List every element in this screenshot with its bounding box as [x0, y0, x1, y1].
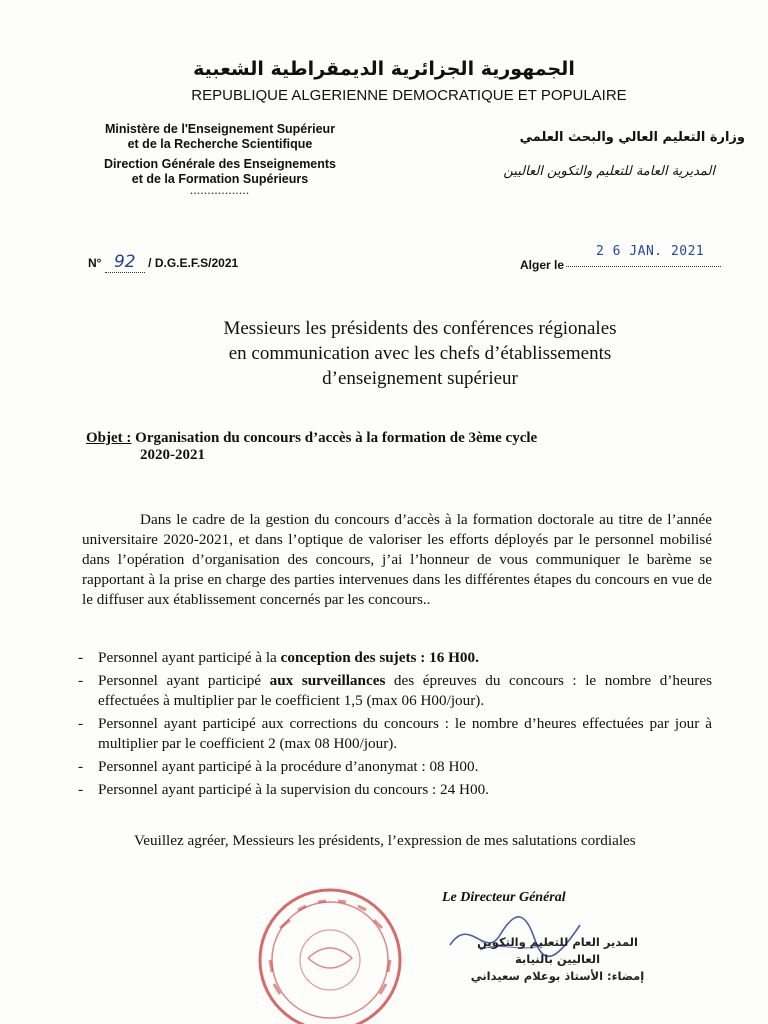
recipient-line-2: en communication avec les chefs d’établissements — [228, 343, 612, 364]
ministry-header-ar — [440, 130, 745, 180]
reference-number — [88, 252, 238, 273]
recipients-block — [170, 316, 670, 391]
list-item — [78, 648, 712, 668]
subject-year: 2020-2021 — [140, 447, 205, 463]
place-label: Alger le — [520, 258, 565, 272]
ministry-line-1: Ministère de l'Enseignement Supérieur — [104, 122, 336, 136]
recipient-line-1: Messieurs les présidents des conférences régionales — [223, 318, 617, 339]
list-dash: - — [78, 649, 84, 666]
dotted-separator: ................. — [190, 186, 250, 196]
reference-prefix: N° — [88, 256, 102, 270]
item-text: Personnel ayant participé à la procédure d’anonymat : 08 H00. — [98, 758, 479, 775]
place-date-line — [520, 258, 721, 272]
list-dash: - — [78, 715, 84, 732]
signatory-line-ar-1: المدير العام للتعليم والتكوين العاليين بالنيابة — [477, 935, 638, 966]
signatory-title: Le Directeur Général — [442, 890, 566, 905]
list-dash: - — [78, 672, 84, 689]
reference-suffix: / D.G.E.F.S/2021 — [148, 256, 239, 270]
subject-text: Organisation du concours d’accès à la formation de 3ème cycle — [135, 430, 538, 446]
date-dotted-line — [566, 266, 721, 267]
item-text: Personnel ayant participé à la supervision du concours : 24 H00. — [98, 781, 489, 798]
direction-line-2: et de la Formation Supérieurs — [131, 172, 309, 186]
list-item — [78, 780, 712, 800]
closing-formula: Veuillez agréer, Messieurs les présidents, l’expression de mes salutations cordiales — [134, 832, 636, 849]
official-seal-stamp — [250, 880, 410, 1024]
direction-line-1: Direction Générale des Enseignements — [103, 157, 337, 171]
item-bold: aux surveillances — [269, 672, 386, 689]
recipient-line-3: d’enseignement supérieur — [322, 368, 518, 389]
list-item — [78, 757, 712, 777]
item-text: Personnel ayant participé à la — [98, 649, 281, 666]
list-item — [78, 671, 712, 711]
direction-line-ar: المديرية العامة للتعليم والتكوين العاليين — [503, 164, 715, 179]
ministry-line-2: et de la Recherche Scientifique — [127, 137, 313, 151]
body-paragraph: Dans le cadre de la gestion du concours d’accès à la formation doctorale au titre de l’année universitaire 2020-2021, et dans l’optique de valoriser les efforts déployés par le personnel mobilisé dans l’opération d’organisation des concours, j’ai l’honneur de vous communiquer le barème se rapportant à la prise en charge des parties intervenues dans les différentes étapes du concours en vue de le diffuser aux établissement concernés par les concours.. — [82, 511, 712, 608]
subject-label: Objet : — [86, 430, 132, 446]
reference-handwritten-number: 92 — [105, 252, 145, 273]
list-dash: - — [78, 758, 84, 775]
signatory-line-ar-2: إمضاء: الأستاذ بوعلام سعيداني — [470, 969, 645, 983]
list-dash: - — [78, 781, 84, 798]
item-text-after: des épreuves du concours : le nombre d’heures effectuées à multiplier par le coefficient 1,5 (max 06 H00/jour). — [98, 672, 712, 709]
allowance-list — [78, 648, 712, 803]
date-stamp: 2 6 JAN. 2021 — [596, 244, 705, 259]
list-item — [78, 714, 712, 754]
item-bold: conception des sujets : 16 H00. — [280, 649, 479, 666]
subject-block — [86, 430, 706, 464]
ministry-line-ar: وزارة التعليم العالي والبحث العلمي — [519, 130, 745, 145]
signatory-stamp-ar — [470, 934, 645, 985]
item-text: Personnel ayant participé aux corrections du concours : le nombre d’heures effectuées par jour à multiplier par le coefficient 2 (max 08 H00/jour). — [98, 715, 712, 752]
arabic-republic-title: الجمهورية الجزائرية الديمقراطية الشعبية — [193, 58, 575, 80]
ministry-header-fr — [60, 122, 380, 195]
item-text: Personnel ayant participé — [98, 672, 270, 689]
french-republic-title: REPUBLIQUE ALGERIENNE DEMOCRATIQUE ET POPULAIRE — [191, 87, 627, 104]
